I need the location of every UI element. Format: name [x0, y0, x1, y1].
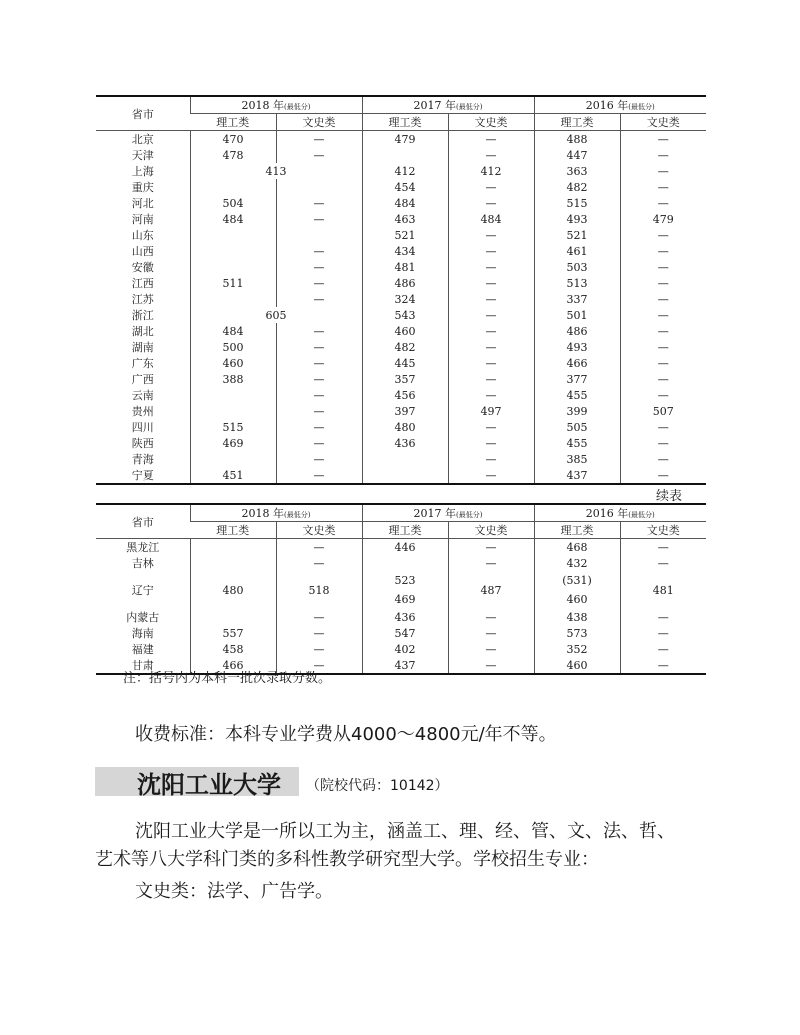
province-cell: 甘肃	[96, 657, 190, 674]
province-cell: 湖南	[131, 341, 154, 354]
school-name-heading: 沈阳工业大学	[137, 771, 281, 799]
score-cell	[190, 259, 276, 275]
table-row	[96, 163, 706, 179]
score-cell: 460	[362, 323, 448, 339]
table-row	[96, 387, 706, 403]
score-cell: 481	[362, 259, 448, 275]
score-cell: —	[448, 339, 534, 355]
score-cell: 352	[534, 641, 620, 657]
arts-header: 文史类	[276, 114, 362, 131]
score-cell: 436	[362, 435, 448, 451]
score-cell: 447	[534, 147, 620, 163]
score-cell: 460	[190, 355, 276, 371]
table-row	[96, 179, 706, 195]
score-cell: —	[620, 467, 706, 484]
score-cell: —	[448, 355, 534, 371]
score-cell: 488	[534, 131, 620, 148]
score-cell	[190, 291, 276, 307]
table-row	[96, 355, 706, 371]
score-line: 523	[394, 574, 416, 587]
score-cell: —	[620, 609, 706, 625]
score-cell: 500	[190, 339, 276, 355]
table-row	[96, 243, 706, 259]
score-cell: 493	[534, 211, 620, 227]
score-cell: 518	[276, 571, 362, 609]
score-cell: 605	[190, 307, 362, 323]
sci-header: 理工类	[362, 114, 448, 131]
score-cell: —	[276, 131, 362, 148]
score-cell: —	[448, 419, 534, 435]
score-cell: —	[276, 419, 362, 435]
table-footnote: 注：括号内为本科一批次录取分数。	[123, 671, 332, 686]
arts-header: 文史类	[448, 114, 534, 131]
score-cell: 507	[620, 403, 706, 419]
score-cell: —	[448, 195, 534, 211]
score-cell: —	[620, 435, 706, 451]
score-cell: 463	[362, 211, 448, 227]
score-cell: —	[276, 641, 362, 657]
score-cell: —	[448, 467, 534, 484]
score-cell	[190, 179, 276, 195]
score-cell: —	[448, 555, 534, 571]
province-cell: 河南	[131, 213, 154, 226]
score-cell: —	[448, 323, 534, 339]
score-cell: —	[448, 291, 534, 307]
score-cell: 363	[534, 163, 620, 179]
score-cell	[190, 227, 276, 243]
year-2018-header: 2018 年(最低分)	[190, 504, 362, 522]
year-2017-header: 2017 年(最低分)	[362, 96, 534, 114]
sci-header: 理工类	[362, 522, 448, 539]
score-cell: 455	[534, 387, 620, 403]
score-cell: —	[620, 641, 706, 657]
score-cell: —	[276, 625, 362, 641]
score-cell: 385	[534, 451, 620, 467]
score-cell: 480	[190, 571, 276, 609]
score-cell	[362, 555, 448, 571]
score-cell: 445	[362, 355, 448, 371]
score-cell: —	[620, 451, 706, 467]
score-table-continued	[96, 503, 706, 675]
province-cell: 青海	[131, 453, 154, 466]
score-cell: —	[276, 467, 362, 484]
province-cell: 山西	[131, 245, 154, 258]
score-cell	[190, 387, 276, 403]
score-cell: 484	[448, 211, 534, 227]
sci-header: 理工类	[534, 522, 620, 539]
score-cell: —	[620, 539, 706, 556]
score-cell: 481	[620, 571, 706, 609]
score-cell: 482	[362, 339, 448, 355]
table-row	[96, 609, 706, 625]
table-row	[96, 211, 706, 227]
province-cell: 河北	[131, 197, 154, 210]
score-cell: 478	[190, 147, 276, 163]
table-row	[96, 467, 706, 484]
score-cell: —	[620, 371, 706, 387]
score-cell: —	[620, 179, 706, 195]
score-cell: 438	[534, 609, 620, 625]
score-cell: 461	[534, 243, 620, 259]
score-cell: 486	[534, 323, 620, 339]
score-cell: 484	[190, 323, 276, 339]
score-line: 460	[566, 593, 588, 606]
score-cell: 455	[534, 435, 620, 451]
score-cell: 469	[190, 435, 276, 451]
score-cell: —	[276, 435, 362, 451]
score-cell: —	[276, 539, 362, 556]
score-cell: 497	[448, 403, 534, 419]
score-cell: 397	[362, 403, 448, 419]
score-cell: 451	[190, 467, 276, 484]
score-cell: 466	[534, 355, 620, 371]
table-row	[96, 403, 706, 419]
score-cell: —	[448, 259, 534, 275]
score-cell: —	[448, 371, 534, 387]
table-row	[96, 307, 706, 323]
score-cell: —	[620, 131, 706, 148]
score-cell: 470	[190, 131, 276, 148]
score-cell	[276, 227, 362, 243]
score-cell	[190, 555, 276, 571]
province-header: 省市	[96, 504, 190, 539]
score-cell: —	[276, 387, 362, 403]
score-cell	[190, 539, 276, 556]
province-cell: 上海	[131, 165, 154, 178]
province-cell: 内蒙古	[126, 611, 160, 624]
score-cell: 479	[362, 131, 448, 148]
score-cell: 511	[190, 275, 276, 291]
score-cell: —	[448, 435, 534, 451]
score-cell: —	[448, 243, 534, 259]
table-row	[96, 539, 706, 556]
tuition-fee-text: 收费标准：本科专业学费从4000～4800元/年不等。	[135, 724, 557, 745]
score-cell: —	[448, 641, 534, 657]
province-cell: 四川	[131, 421, 154, 434]
score-cell: 482	[534, 179, 620, 195]
score-cell: —	[276, 211, 362, 227]
score-cell: 487	[448, 571, 534, 609]
table-row	[96, 555, 706, 571]
score-cell	[362, 571, 448, 609]
school-code: （院校代码：10142）	[306, 778, 449, 794]
table-row	[96, 323, 706, 339]
province-cell: 天津	[131, 149, 154, 162]
score-cell: —	[620, 195, 706, 211]
score-cell: 399	[534, 403, 620, 419]
score-cell: 412	[362, 163, 448, 179]
score-cell: —	[448, 451, 534, 467]
score-cell: 543	[362, 307, 448, 323]
arts-header: 文史类	[620, 522, 706, 539]
score-cell: —	[448, 275, 534, 291]
score-cell: 547	[362, 625, 448, 641]
score-cell: 521	[534, 227, 620, 243]
score-cell: —	[620, 291, 706, 307]
province-cell: 辽宁	[131, 584, 154, 597]
province-cell: 贵州	[131, 405, 154, 418]
score-cell: —	[276, 609, 362, 625]
table-row	[96, 339, 706, 355]
arts-header: 文史类	[620, 114, 706, 131]
score-cell: —	[448, 539, 534, 556]
table-row	[96, 227, 706, 243]
table-row	[96, 275, 706, 291]
score-cell: 486	[362, 275, 448, 291]
score-cell: —	[620, 323, 706, 339]
score-cell: 337	[534, 291, 620, 307]
score-cell: 412	[448, 163, 534, 179]
province-cell: 吉林	[131, 557, 154, 570]
score-cell: 493	[534, 339, 620, 355]
score-cell: 402	[362, 641, 448, 657]
score-cell: —	[620, 275, 706, 291]
score-cell: 377	[534, 371, 620, 387]
score-cell: 460	[534, 657, 620, 674]
score-cell	[190, 403, 276, 419]
score-cell: —	[448, 625, 534, 641]
province-cell: 陕西	[131, 437, 154, 450]
score-line: (531)	[562, 574, 592, 587]
table-row	[96, 195, 706, 211]
score-cell	[190, 243, 276, 259]
score-cell: 504	[190, 195, 276, 211]
table-row	[96, 451, 706, 467]
score-cell: 437	[362, 657, 448, 674]
score-cell: 515	[190, 419, 276, 435]
score-cell: 521	[362, 227, 448, 243]
province-cell: 重庆	[131, 181, 154, 194]
province-cell: 湖北	[131, 325, 154, 338]
score-cell: —	[276, 371, 362, 387]
score-cell: 388	[190, 371, 276, 387]
score-cell: —	[620, 243, 706, 259]
table-row	[96, 571, 706, 609]
score-cell: 468	[534, 539, 620, 556]
score-cell	[190, 609, 276, 625]
score-cell: 501	[534, 307, 620, 323]
score-cell: 466	[190, 657, 276, 674]
score-cell: 454	[362, 179, 448, 195]
score-cell: 505	[534, 419, 620, 435]
province-cell: 黑龙江	[126, 541, 160, 554]
score-cell	[534, 571, 620, 609]
score-cell: —	[276, 259, 362, 275]
score-cell: —	[620, 419, 706, 435]
score-cell: —	[276, 555, 362, 571]
score-cell: —	[276, 147, 362, 163]
continued-label: 续表	[656, 489, 683, 504]
year-2017-header: 2017 年(最低分)	[362, 504, 534, 522]
table-row	[96, 371, 706, 387]
score-cell	[276, 179, 362, 195]
score-cell: 413	[190, 163, 362, 179]
table-row	[96, 147, 706, 163]
score-cell: —	[620, 259, 706, 275]
score-cell: —	[620, 339, 706, 355]
score-cell: —	[620, 147, 706, 163]
province-cell: 山东	[131, 229, 154, 242]
score-cell: —	[276, 275, 362, 291]
province-cell: 江苏	[131, 293, 154, 306]
score-cell: —	[448, 147, 534, 163]
sci-header: 理工类	[190, 114, 276, 131]
table-row	[96, 419, 706, 435]
score-cell: 437	[534, 467, 620, 484]
score-cell: —	[620, 657, 706, 674]
score-cell: 573	[534, 625, 620, 641]
sci-header: 理工类	[190, 522, 276, 539]
arts-header: 文史类	[448, 522, 534, 539]
score-cell: 436	[362, 609, 448, 625]
score-cell: 484	[190, 211, 276, 227]
table-row	[96, 131, 706, 148]
province-cell: 福建	[131, 643, 154, 656]
score-cell: 446	[362, 539, 448, 556]
arts-header: 文史类	[276, 522, 362, 539]
score-cell: —	[620, 625, 706, 641]
table-row	[96, 291, 706, 307]
score-cell	[362, 147, 448, 163]
province-cell: 广西	[131, 373, 154, 386]
score-cell: —	[620, 163, 706, 179]
score-cell	[362, 467, 448, 484]
score-cell: 458	[190, 641, 276, 657]
province-cell: 宁夏	[96, 467, 190, 484]
score-cell: 479	[620, 211, 706, 227]
score-cell: —	[448, 307, 534, 323]
year-2016-header: 2016 年(最低分)	[534, 504, 706, 522]
score-cell: 513	[534, 275, 620, 291]
school-intro-paragraph: 沈阳工业大学是一所以工为主，涵盖工、理、经、管、文、法、哲、艺术等八大学科门类的多科性教学研究型大学。学校招生专业：	[95, 821, 675, 870]
province-header: 省市	[96, 96, 190, 131]
province-cell: 云南	[131, 389, 154, 402]
score-cell: —	[276, 243, 362, 259]
score-cell: 480	[362, 419, 448, 435]
score-cell: —	[276, 403, 362, 419]
score-cell: —	[276, 339, 362, 355]
score-cell: 456	[362, 387, 448, 403]
year-2016-header: 2016 年(最低分)	[534, 96, 706, 114]
score-cell: —	[448, 657, 534, 674]
table-row	[96, 435, 706, 451]
score-table-main	[96, 95, 706, 485]
score-cell: 515	[534, 195, 620, 211]
score-cell: 434	[362, 243, 448, 259]
province-cell: 广东	[131, 357, 154, 370]
score-cell: —	[620, 555, 706, 571]
score-cell: —	[276, 355, 362, 371]
table-row	[96, 641, 706, 657]
province-cell: 江西	[131, 277, 154, 290]
score-cell: —	[448, 387, 534, 403]
score-cell: 432	[534, 555, 620, 571]
province-cell: 安徽	[131, 261, 154, 274]
score-cell: —	[620, 387, 706, 403]
sci-header: 理工类	[534, 114, 620, 131]
score-line: 469	[394, 593, 416, 606]
score-cell: —	[448, 609, 534, 625]
score-cell: —	[620, 355, 706, 371]
score-cell: —	[620, 307, 706, 323]
year-2018-header: 2018 年(最低分)	[190, 96, 362, 114]
score-cell: —	[448, 227, 534, 243]
score-cell: —	[276, 195, 362, 211]
score-cell: —	[448, 131, 534, 148]
major-list-paragraph: 文史类：法学、广告学。	[135, 881, 333, 902]
score-cell: —	[448, 179, 534, 195]
score-cell: 324	[362, 291, 448, 307]
score-cell: —	[620, 227, 706, 243]
score-cell: 484	[362, 195, 448, 211]
province-cell: 北京	[131, 133, 154, 146]
score-cell	[190, 451, 276, 467]
score-cell: —	[276, 657, 362, 674]
score-cell: 557	[190, 625, 276, 641]
province-cell: 海南	[131, 627, 154, 640]
score-cell: —	[276, 451, 362, 467]
score-cell: —	[276, 323, 362, 339]
table-row	[96, 625, 706, 641]
score-cell	[362, 451, 448, 467]
table-row	[96, 259, 706, 275]
score-cell: 503	[534, 259, 620, 275]
score-cell: 357	[362, 371, 448, 387]
score-cell: —	[276, 291, 362, 307]
province-cell: 浙江	[131, 309, 154, 322]
